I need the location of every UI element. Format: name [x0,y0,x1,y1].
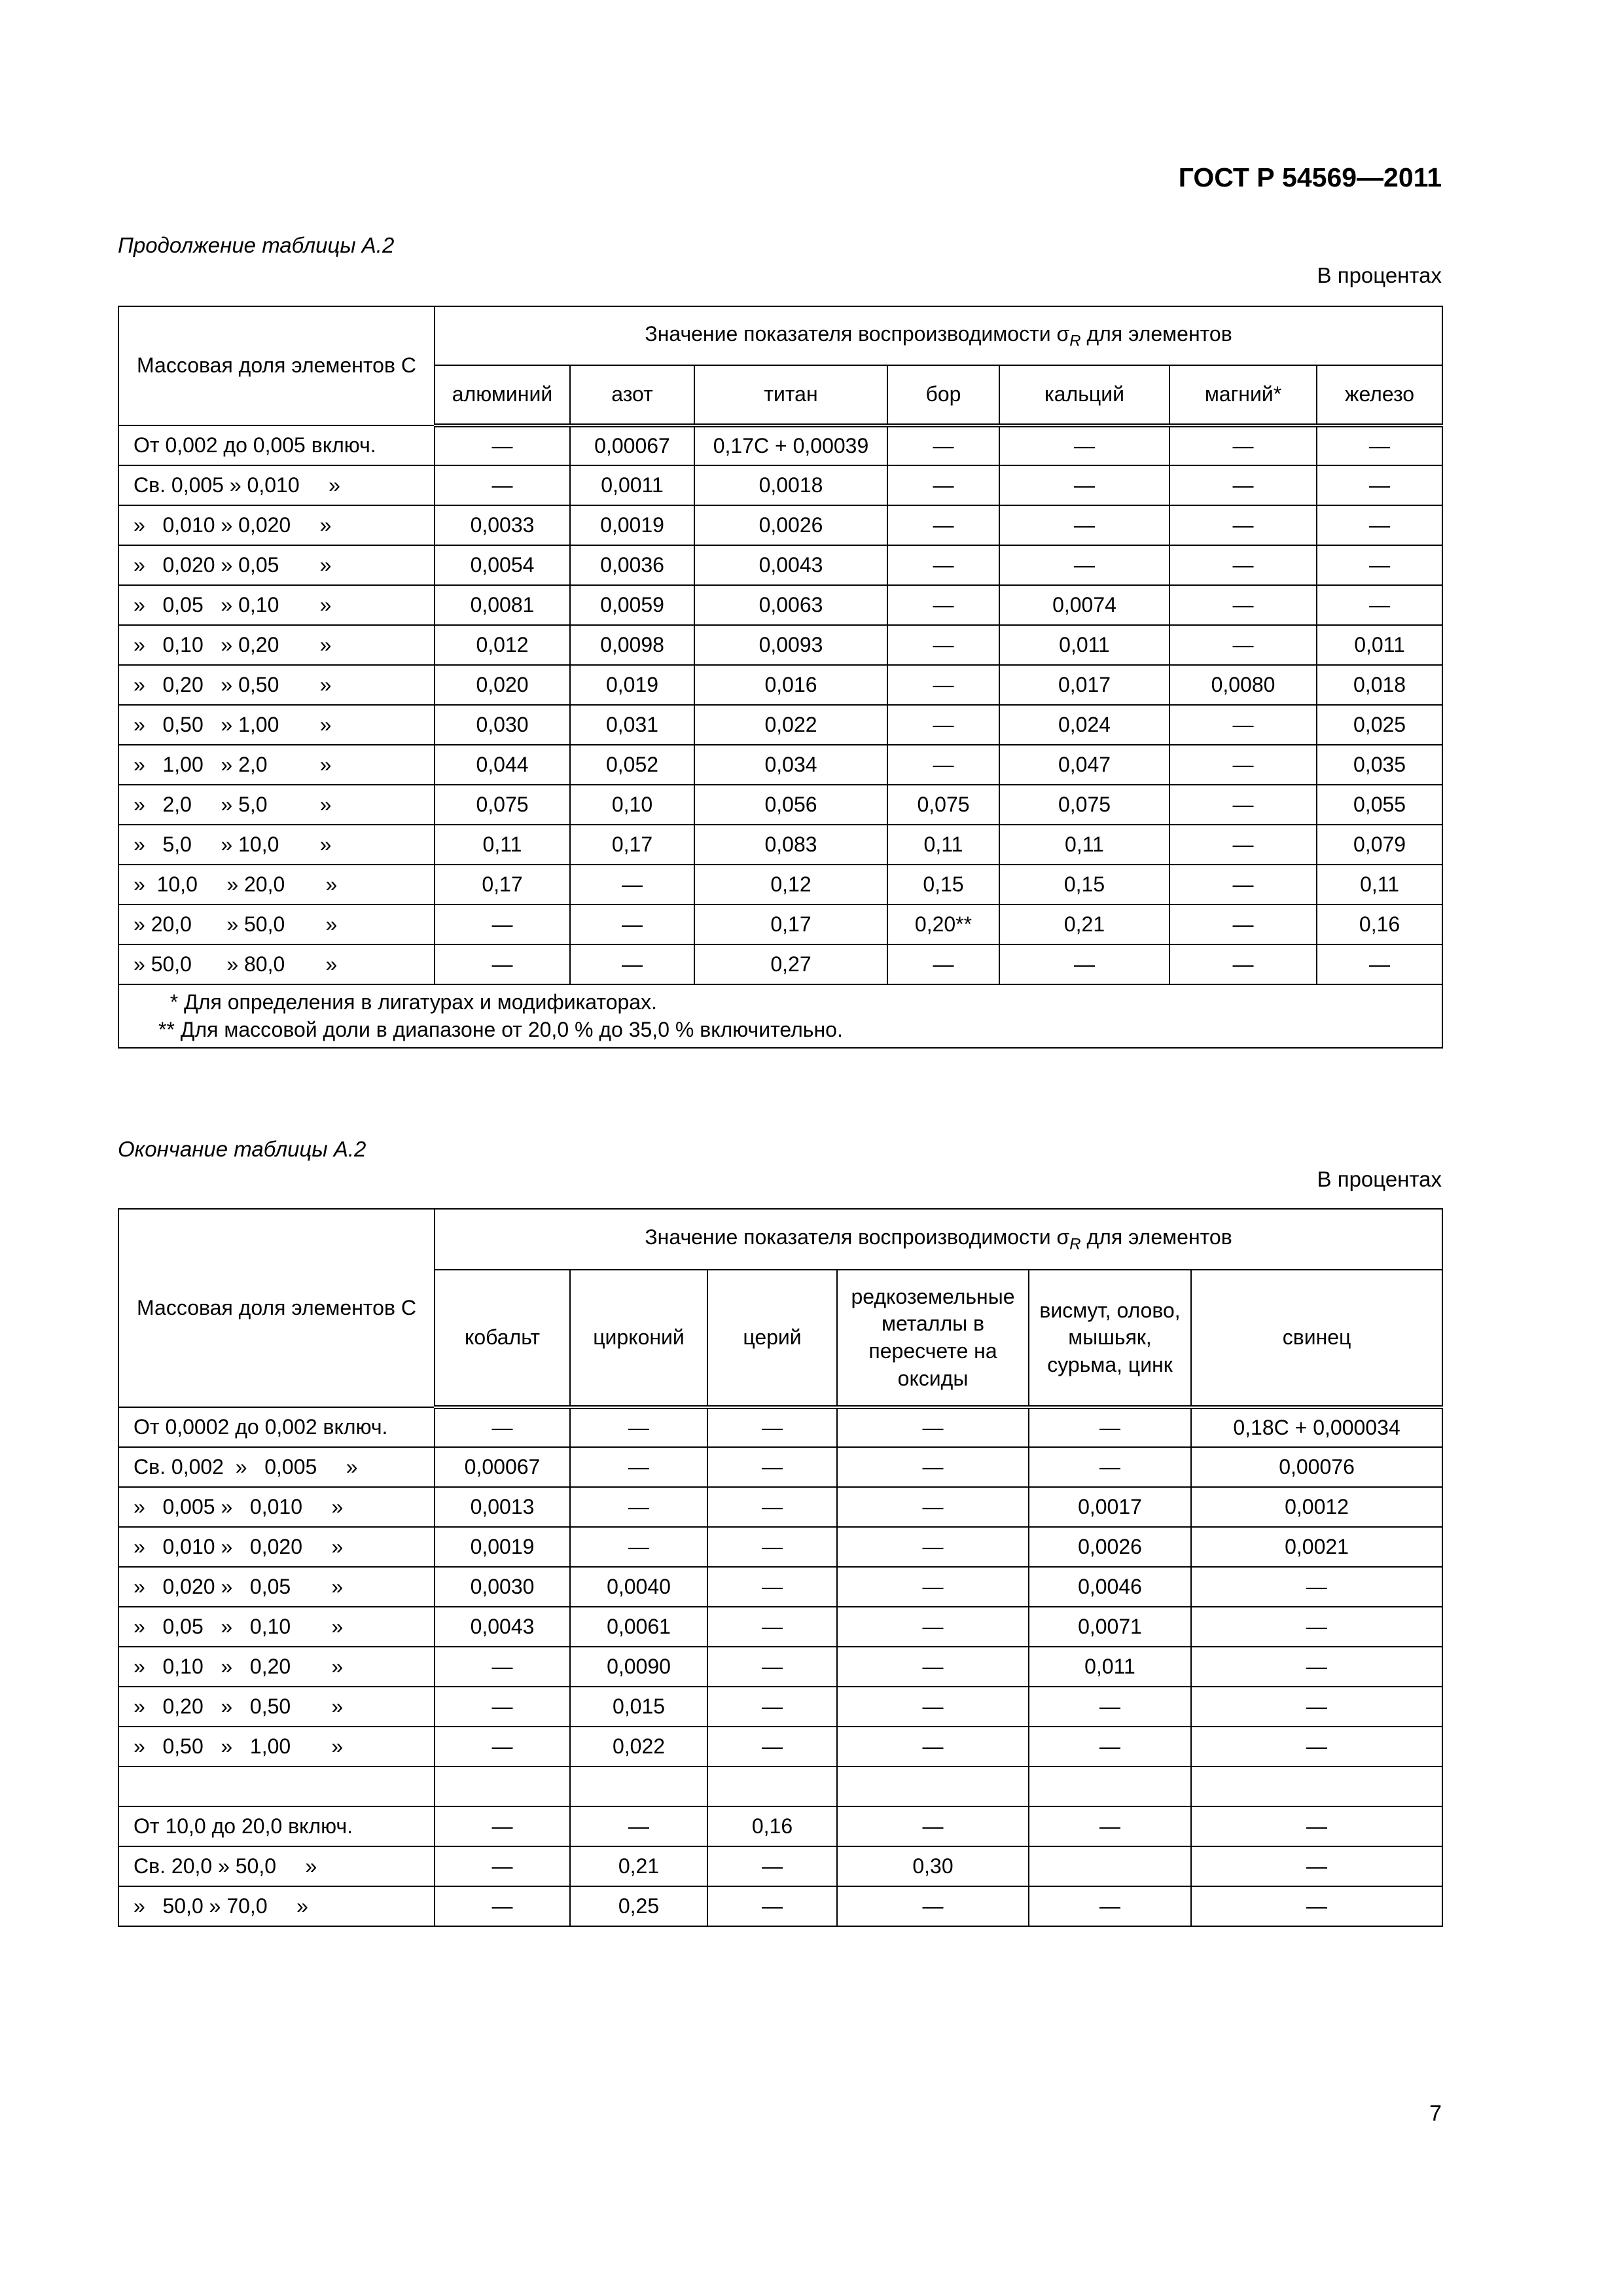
column-header: железо [1317,365,1442,425]
cell-value: 0,017 [999,665,1169,705]
row-label: » 50,0 » 70,0 » [118,1886,435,1926]
footnotes [118,984,1442,1048]
cell-value [1029,1767,1191,1806]
table-row [118,865,1442,905]
table2-unit: В процентах [1317,1167,1442,1191]
table-row [118,905,1442,944]
cell-value: 0,0093 [694,625,887,665]
table-row [118,1527,1442,1567]
cell-value: — [1191,1567,1442,1607]
table-row [118,505,1442,545]
cell-value: — [1191,1727,1442,1767]
cell-value: 0,0011 [570,465,694,505]
column-header: цирконий [570,1270,707,1407]
cell-value: 0,024 [999,705,1169,745]
cell-value: — [837,1407,1029,1447]
cell-value: — [1191,1846,1442,1886]
table2-caption: Окончание таблицы А.2 [118,1137,366,1161]
sigma-subscript: R [1069,332,1081,350]
cell-value: 0,16 [707,1806,837,1846]
cell-value [570,1767,707,1806]
cell-value: — [707,1647,837,1687]
cell-value: 0,16 [1317,905,1442,944]
cell-value: 0,0081 [435,585,570,625]
table-row [118,465,1442,505]
cell-value: — [1317,585,1442,625]
row-label: » 5,0 » 10,0 » [118,825,435,865]
table-row [118,745,1442,785]
table-row [118,585,1442,625]
table-row [118,825,1442,865]
cell-value: 0,022 [694,705,887,745]
cell-value: 0,011 [1317,625,1442,665]
cell-value: — [1029,1886,1191,1926]
cell-value: 0,21 [999,905,1169,944]
row-label: » 0,10 » 0,20 » [118,1647,435,1687]
cell-value: 0,0043 [694,545,887,585]
cell-value: — [570,1407,707,1447]
sigma-subscript: R [1069,1235,1081,1253]
table1-caption: Продолжение таблицы А.2 [118,233,395,257]
row-label: » 0,005 » 0,010 » [118,1487,435,1527]
row-label: » 0,50 » 1,00 » [118,705,435,745]
cell-value: — [1191,1886,1442,1926]
cell-value: 0,056 [694,785,887,825]
table-row [118,545,1442,585]
row-label: » 0,20 » 0,50 » [118,665,435,705]
cell-value: — [887,665,999,705]
table-row [118,1886,1442,1926]
cell-value: 0,0061 [570,1607,707,1647]
table-row [118,944,1442,984]
cell-value: — [1317,465,1442,505]
cell-value: 0,012 [435,625,570,665]
cell-value: — [837,1607,1029,1647]
cell-value: — [435,1647,570,1687]
cell-value: — [837,1886,1029,1926]
cell-value: 0,019 [570,665,694,705]
cell-value: — [999,545,1169,585]
cell-value: — [570,1447,707,1487]
column-header: азот [570,365,694,425]
cell-value: — [837,1806,1029,1846]
cell-value: — [1191,1647,1442,1687]
cell-value: 0,17C + 0,00039 [694,425,887,465]
row-label: » 0,10 » 0,20 » [118,625,435,665]
cell-value: — [999,944,1169,984]
cell-value: — [707,1886,837,1926]
column-header: титан [694,365,887,425]
table-row [118,1806,1442,1846]
cell-value: — [837,1527,1029,1567]
cell-value: — [887,465,999,505]
column-header: церий [707,1270,837,1407]
cell-value: 0,17 [570,825,694,865]
table-row [118,1767,1442,1806]
sigma-symbol: σ [1056,321,1070,346]
row-label: » 0,010 » 0,020 » [118,505,435,545]
cell-value: — [887,625,999,665]
cell-value: 0,011 [1029,1647,1191,1687]
cell-value: — [887,944,999,984]
footnote-2: ** Для массовой доли в диапазоне от 20,0 % до 35,0 % включительно. [158,1017,843,1041]
cell-value: 0,0046 [1029,1567,1191,1607]
cell-value: — [570,944,694,984]
cell-value: — [999,505,1169,545]
cell-value: 0,11 [999,825,1169,865]
cell-value: — [1169,825,1317,865]
row-label: Св. 0,002 » 0,005 » [118,1447,435,1487]
table-row [118,1447,1442,1487]
row-label: » 0,020 » 0,05 » [118,545,435,585]
cell-value: 0,0019 [435,1527,570,1567]
cell-value: 0,0021 [1191,1527,1442,1567]
row-label: От 10,0 до 20,0 включ. [118,1806,435,1846]
row-label: » 0,020 » 0,05 » [118,1567,435,1607]
column-header: бор [887,365,999,425]
cell-value: — [1191,1607,1442,1647]
cell-value: 0,016 [694,665,887,705]
column-header: алюминий [435,365,570,425]
row-label: От 0,002 до 0,005 включ. [118,425,435,465]
cell-value: — [435,1806,570,1846]
cell-value: 0,0013 [435,1487,570,1527]
table-a2-end [118,1208,1443,1927]
cell-value: — [707,1447,837,1487]
row-label: Св. 0,005 » 0,010 » [118,465,435,505]
cell-value: 0,17 [435,865,570,905]
cell-value: — [707,1846,837,1886]
table-row [118,1487,1442,1527]
row-label: » 20,0 » 50,0 » [118,905,435,944]
cell-value: — [1169,905,1317,944]
cell-value: 0,0090 [570,1647,707,1687]
cell-value: — [1169,865,1317,905]
column-header: магний* [1169,365,1317,425]
cell-value: — [887,425,999,465]
cell-value: — [1317,505,1442,545]
row-label: Св. 20,0 » 50,0 » [118,1846,435,1886]
column-header: редкоземельные металлы в пересчете на оксиды [837,1270,1029,1407]
cell-value: — [707,1527,837,1567]
table-row [118,1727,1442,1767]
cell-value: — [887,585,999,625]
cell-value: 0,035 [1317,745,1442,785]
cell-value: — [1317,425,1442,465]
row-label: » 0,50 » 1,00 » [118,1727,435,1767]
cell-value: — [1169,505,1317,545]
column-header: висмут, олово, мышьяк, сурьма, цинк [1029,1270,1191,1407]
group-header [435,1209,1442,1270]
row-label: От 0,0002 до 0,002 включ. [118,1407,435,1447]
cell-value: — [1317,944,1442,984]
cell-value: — [1029,1447,1191,1487]
cell-value: 0,0012 [1191,1487,1442,1527]
cell-value: — [887,745,999,785]
cell-value: — [570,905,694,944]
cell-value: 0,15 [887,865,999,905]
cell-value: 0,15 [999,865,1169,905]
cell-value: 0,10 [570,785,694,825]
cell-value: 0,055 [1317,785,1442,825]
table-row [118,1846,1442,1886]
cell-value: — [999,465,1169,505]
row-label: » 50,0 » 80,0 » [118,944,435,984]
cell-value: — [1029,1806,1191,1846]
cell-value: 0,0071 [1029,1607,1191,1647]
cell-value: — [887,545,999,585]
cell-value: — [1169,425,1317,465]
cell-value: — [707,1607,837,1647]
group-header-prefix: Значение показателя воспроизводимости [645,321,1057,346]
document-code: ГОСТ Р 54569—2011 [1178,162,1442,192]
cell-value: — [435,944,570,984]
row-header: Массовая доля элементов C [118,1209,435,1407]
cell-value: — [435,1886,570,1926]
cell-value [707,1767,837,1806]
cell-value: 0,0074 [999,585,1169,625]
cell-value: 0,0019 [570,505,694,545]
table-row [118,665,1442,705]
cell-value: 0,0098 [570,625,694,665]
table-a2-continuation [118,306,1443,1049]
cell-value: 0,18C + 0,000034 [1191,1407,1442,1447]
row-label: » 2,0 » 5,0 » [118,785,435,825]
table-row [118,1407,1442,1447]
cell-value: 0,0080 [1169,665,1317,705]
table-row [118,1687,1442,1727]
cell-value: 0,031 [570,705,694,745]
column-header: кобальт [435,1270,570,1407]
cell-value: 0,0054 [435,545,570,585]
cell-value: 0,020 [435,665,570,705]
cell-value: — [837,1447,1029,1487]
cell-value: — [887,505,999,545]
cell-value: — [570,865,694,905]
cell-value: — [837,1487,1029,1527]
cell-value: — [1169,705,1317,745]
cell-value: 0,044 [435,745,570,785]
cell-value: — [435,905,570,944]
cell-value: — [1169,585,1317,625]
cell-value: 0,0026 [694,505,887,545]
cell-value: 0,022 [570,1727,707,1767]
cell-value: 0,047 [999,745,1169,785]
row-label: » 0,05 » 0,10 » [118,1607,435,1647]
group-header-prefix: Значение показателя воспроизводимости [645,1225,1057,1249]
cell-value: 0,00076 [1191,1447,1442,1487]
row-label: » 10,0 » 20,0 » [118,865,435,905]
cell-value: — [1169,465,1317,505]
cell-value: — [435,425,570,465]
cell-value: — [1029,1407,1191,1447]
cell-value: — [837,1647,1029,1687]
cell-value: 0,12 [694,865,887,905]
cell-value: — [1191,1806,1442,1846]
cell-value: 0,20** [887,905,999,944]
row-header: Массовая доля элементов C [118,306,435,425]
footnote-1: * Для определения в лигатурах и модификаторах. [158,990,657,1014]
table-row [118,785,1442,825]
cell-value: — [1169,785,1317,825]
cell-value: 0,011 [999,625,1169,665]
cell-value: 0,0059 [570,585,694,625]
cell-value [1191,1767,1442,1806]
cell-value: 0,0043 [435,1607,570,1647]
cell-value: — [707,1487,837,1527]
sigma-symbol: σ [1056,1225,1070,1249]
cell-value: 0,0026 [1029,1527,1191,1567]
row-label: » 0,010 » 0,020 » [118,1527,435,1567]
column-header: кальций [999,365,1169,425]
table-row [118,1647,1442,1687]
cell-value [1029,1846,1191,1886]
cell-value: 0,075 [435,785,570,825]
cell-value: 0,075 [999,785,1169,825]
cell-value [435,1767,570,1806]
column-header: свинец [1191,1270,1442,1407]
cell-value: — [887,705,999,745]
cell-value: — [1169,545,1317,585]
cell-value: 0,075 [887,785,999,825]
cell-value: — [1029,1687,1191,1727]
cell-value: — [707,1727,837,1767]
cell-value: — [707,1687,837,1727]
cell-value: 0,015 [570,1687,707,1727]
cell-value: 0,11 [1317,865,1442,905]
cell-value: 0,11 [887,825,999,865]
table-row [118,1607,1442,1647]
table-row [118,705,1442,745]
cell-value: 0,079 [1317,825,1442,865]
cell-value: 0,0018 [694,465,887,505]
cell-value: 0,30 [837,1846,1029,1886]
cell-value: — [570,1806,707,1846]
cell-value: 0,25 [570,1886,707,1926]
cell-value: — [837,1727,1029,1767]
cell-value: — [1169,944,1317,984]
cell-value: 0,0040 [570,1567,707,1607]
row-label: » 0,05 » 0,10 » [118,585,435,625]
cell-value: — [435,1687,570,1727]
cell-value: 0,0063 [694,585,887,625]
cell-value: — [570,1487,707,1527]
cell-value [837,1767,1029,1806]
cell-value: — [707,1567,837,1607]
cell-value: 0,083 [694,825,887,865]
cell-value: 0,17 [694,905,887,944]
cell-value: 0,00067 [570,425,694,465]
cell-value: 0,034 [694,745,887,785]
cell-value: 0,0017 [1029,1487,1191,1527]
cell-value: — [570,1527,707,1567]
cell-value: 0,21 [570,1846,707,1886]
page-number: 7 [1429,2101,1442,2126]
cell-value: — [435,1846,570,1886]
row-label [118,1767,435,1806]
cell-value: — [1169,745,1317,785]
cell-value: 0,052 [570,745,694,785]
cell-value: 0,00067 [435,1447,570,1487]
cell-value: — [999,425,1169,465]
cell-value: 0,025 [1317,705,1442,745]
cell-value: — [1029,1727,1191,1767]
cell-value: 0,0030 [435,1567,570,1607]
cell-value: — [435,1407,570,1447]
cell-value: 0,0036 [570,545,694,585]
cell-value: — [435,1727,570,1767]
cell-value: — [1191,1687,1442,1727]
cell-value: — [707,1407,837,1447]
table1-unit: В процентах [1317,263,1442,287]
row-label: » 0,20 » 0,50 » [118,1687,435,1727]
group-header-suffix: для элементов [1080,321,1232,346]
table-row [118,625,1442,665]
cell-value: — [837,1687,1029,1727]
group-header [435,306,1442,365]
cell-value: — [435,465,570,505]
cell-value: 0,018 [1317,665,1442,705]
cell-value: 0,11 [435,825,570,865]
cell-value: 0,030 [435,705,570,745]
row-label: » 1,00 » 2,0 » [118,745,435,785]
cell-value: — [1169,625,1317,665]
group-header-suffix: для элементов [1080,1225,1232,1249]
cell-value: — [1317,545,1442,585]
cell-value: — [837,1567,1029,1607]
cell-value: 0,0033 [435,505,570,545]
table-row [118,1567,1442,1607]
cell-value: 0,27 [694,944,887,984]
table-row [118,425,1442,465]
